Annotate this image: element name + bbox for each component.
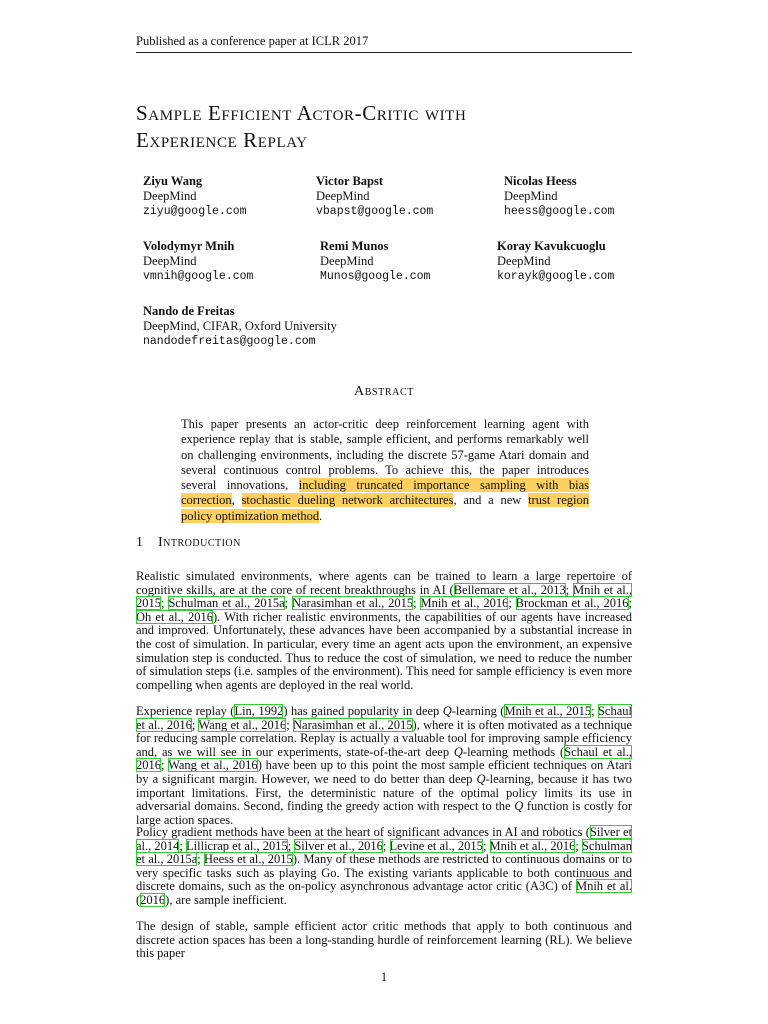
- author-name: Nicolas Heess: [504, 174, 577, 188]
- text-span: ;: [287, 838, 295, 853]
- text-span: ), where it is often motivated as a technique for reducing sample correlation. Replay is actually a valuable tool for improving sample efficiency and, as we will see in our experiments, state-of-the-art deep: [136, 717, 632, 759]
- page-number: 1: [380, 970, 388, 984]
- citation-link[interactable]: Narasimhan et al., 2015: [291, 596, 414, 611]
- author-name: Ziyu Wang: [143, 174, 203, 188]
- citation-link[interactable]: Brockman et al., 2016: [515, 596, 629, 611]
- author-name: Nando de Freitas: [143, 304, 235, 318]
- author-email: nandodefreitas@google.com: [143, 335, 316, 348]
- citation-link[interactable]: Mnih et al.: [575, 879, 632, 894]
- citation-link[interactable]: Silver et al., 2016: [294, 838, 383, 853]
- text-span: ;: [161, 596, 169, 611]
- text-span: Experience replay (: [136, 704, 235, 718]
- author-block: [143, 304, 337, 349]
- citation-link[interactable]: Schulman et al., 2015a: [136, 838, 632, 867]
- citation-link[interactable]: Levine et al., 2015: [389, 838, 483, 853]
- citation-link[interactable]: Lillicrap et al., 2015: [186, 838, 288, 853]
- author-name: Remi Munos: [320, 239, 389, 253]
- abstract-text-span: ,: [231, 493, 242, 508]
- author-block: [504, 174, 614, 219]
- author-affiliation: DeepMind, CIFAR, Oxford University: [143, 319, 337, 333]
- abstract-heading: Abstract: [354, 384, 414, 399]
- author-affiliation: DeepMind: [143, 189, 197, 203]
- intro-paragraph-1: [136, 570, 632, 692]
- title-line-1: Sample Efficient Actor-Critic with: [136, 101, 467, 125]
- author-affiliation: DeepMind: [497, 254, 551, 268]
- citation-link[interactable]: 2016: [140, 892, 166, 907]
- text-span: ;: [197, 852, 204, 867]
- text-span: -learning (: [451, 704, 505, 718]
- text-span: ;: [508, 596, 516, 611]
- highlight-span: trust region policy optimization method: [181, 493, 589, 523]
- abstract-text-span: , and a new: [453, 493, 529, 508]
- citation-link[interactable]: Oh et al., 2016: [136, 609, 213, 624]
- author-block: [497, 239, 614, 284]
- author-email: korayk@google.com: [497, 270, 615, 283]
- text-span: ). Many of these methods are restricted to continuous domains or to very specific tasks such as playing Go. The existing variants applicable to both continuous and discrete domains, such as the on-policy asynchronous advantage actor critic (A3C) of: [136, 852, 632, 894]
- citation-link[interactable]: Bellemare et al., 2013: [453, 582, 566, 597]
- text-span: ;: [286, 717, 294, 732]
- section-number: 1: [136, 535, 144, 550]
- author-email: vmnih@google.com: [143, 270, 254, 283]
- text-span: ). With richer realistic environments, the capabilities of our agents have increased and improved. Unfortunately, these advances have been accompanied by a substantial increase in the cost of simulation. In particular, every time an agent acts upon the environment, an expensive simulation step is conducted. Thus to reduce the cost of simulation, we need to reduce the number of simulation steps (i.e. samples of the environment). This need for sample efficiency is even more compelling when agents are deployed in the real world.: [136, 609, 632, 692]
- math-symbol: Q: [453, 744, 463, 759]
- text-span: ) has gained popularity in deep: [283, 704, 443, 718]
- text-span: (: [136, 892, 141, 907]
- citation-link[interactable]: Mnih et al., 2016: [489, 838, 576, 853]
- citation-link[interactable]: Schaul et al., 2016: [136, 704, 633, 732]
- text-span: ;: [575, 838, 582, 853]
- text-span: Policy gradient methods have been at the heart of significant advances in AI and robotics (: [136, 825, 590, 839]
- citation-link[interactable]: Mnih et al., 2016: [420, 596, 509, 611]
- author-name: Volodymyr Mnih: [143, 239, 235, 253]
- highlight-span: including truncated importance sampling with bias correction: [181, 478, 589, 508]
- author-email: ziyu@google.com: [143, 205, 247, 218]
- author-name: Victor Bapst: [316, 174, 384, 188]
- text-span: ;: [591, 704, 598, 718]
- abstract-text-span: This paper presents an actor-critic deep reinforcement learning agent with experience replay that is stable, sample efficient, and performs remarkably well on challenging environments, including the discrete 57-game Atari domain and several continuous control problems. To achieve this, the paper introduces several innovations,: [181, 417, 589, 493]
- section-heading: [136, 535, 632, 551]
- text-span: ;: [628, 596, 632, 611]
- intro-paragraph-3: [136, 826, 632, 908]
- citation-link[interactable]: Lin, 1992: [234, 704, 284, 718]
- citation-link[interactable]: Wang et al., 2016: [168, 758, 258, 773]
- author-email: vbapst@google.com: [316, 205, 434, 218]
- author-name: Koray Kavukcuoglu: [497, 239, 606, 253]
- author-affiliation: DeepMind: [316, 189, 370, 203]
- citation-link[interactable]: Silver et al., 2014: [136, 825, 632, 853]
- text-span: ), are sample inefficient.: [165, 892, 287, 907]
- author-affiliation: DeepMind: [143, 254, 197, 268]
- intro-paragraph-4: The design of stable, sample efficient actor critic methods that apply to both continuous and discrete action spaces has been a long-standing hurdle of reinforcement learning (RL). We believe this paper: [136, 919, 632, 961]
- highlight-span: stochastic dueling network architectures: [241, 493, 454, 508]
- intro-paragraph-2: [136, 705, 632, 827]
- title-line-2: Experience Replay: [136, 128, 308, 152]
- abstract-text: [181, 417, 589, 524]
- text-span: Realistic simulated environments, where agents can be trained to learn a large repertoire of cognitive skills, are at the core of recent breakthroughs in AI (: [136, 569, 632, 597]
- citation-link[interactable]: Mnih et al., 2015: [136, 582, 633, 611]
- citation-link[interactable]: Narasimhan et al., 2015: [293, 717, 413, 732]
- math-symbol: Q: [514, 799, 524, 814]
- text-span: -learning methods (: [462, 744, 565, 759]
- author-block: [320, 239, 430, 284]
- text-span: ;: [565, 582, 574, 597]
- text-span: function is costly for large action spaces.: [136, 799, 632, 827]
- author-block: [316, 174, 433, 219]
- author-block: [143, 174, 247, 219]
- text-span: ;: [413, 596, 421, 611]
- text-span: ;: [161, 758, 169, 773]
- section-title: Introduction: [158, 535, 241, 550]
- math-symbol: Q: [442, 704, 452, 718]
- text-span: ;: [179, 838, 187, 853]
- author-affiliation: DeepMind: [504, 189, 558, 203]
- text-span: ;: [382, 838, 390, 853]
- paper-title: [136, 100, 656, 154]
- running-head: Published as a conference paper at ICLR 2017: [136, 33, 632, 53]
- author-email: heess@google.com: [504, 205, 615, 218]
- citation-link[interactable]: Wang et al., 2016: [198, 717, 287, 732]
- text-span: -learning, because it has two important limitations. First, the deterministic nature of the optimal policy limits its use in adversarial domains. Second, finding the greedy action with respect to the: [136, 771, 632, 814]
- author-affiliation: DeepMind: [320, 254, 374, 268]
- citation-link[interactable]: Mnih et al., 2015: [504, 704, 592, 718]
- citation-link[interactable]: Heess et al., 2015: [204, 852, 293, 867]
- author-block: [143, 239, 253, 284]
- text-span: ;: [482, 838, 490, 853]
- math-symbol: Q: [476, 771, 486, 786]
- text-span: ;: [284, 596, 292, 611]
- citation-link[interactable]: Schulman et al., 2015a: [168, 596, 285, 611]
- text-span: ) have been up to this point the most sample efficient techniques on Atari by a significant margin. However, we need to do better than deep: [136, 758, 633, 786]
- author-email: Munos@google.com: [320, 270, 431, 283]
- abstract-text-span: .: [319, 508, 323, 523]
- text-span: ;: [191, 717, 199, 732]
- citation-link[interactable]: Schaul et al., 2016: [136, 744, 633, 773]
